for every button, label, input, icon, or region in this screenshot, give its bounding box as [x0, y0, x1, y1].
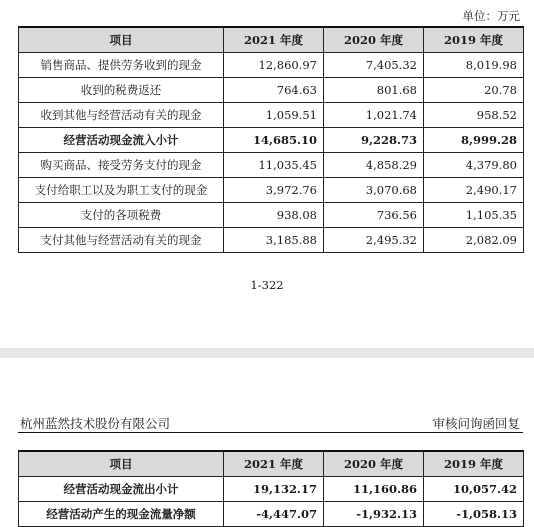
page-separator — [0, 348, 534, 358]
col-header-2020: 2020 年度 — [324, 451, 424, 477]
value-2019: 2,082.09 — [424, 228, 524, 253]
value-2021: -4,447.07 — [224, 502, 324, 527]
table-row — [19, 477, 524, 502]
table-header-row — [19, 27, 524, 53]
row-label: 支付的各项税费 — [19, 203, 224, 228]
unit-label: 单位：万元 — [462, 9, 520, 23]
cash-outflow-summary-table — [18, 450, 524, 527]
value-2020: 4,858.29 — [324, 153, 424, 178]
document-type: 审核问询函回复 — [432, 416, 520, 431]
value-2021: 12,860.97 — [224, 53, 324, 78]
value-2021: 14,685.10 — [224, 128, 324, 153]
value-2019: 958.52 — [424, 103, 524, 128]
value-2020: 801.68 — [324, 78, 424, 103]
value-2020: 9,228.73 — [324, 128, 424, 153]
row-label: 购买商品、接受劳务支付的现金 — [19, 153, 224, 178]
page-number: 1-322 — [250, 278, 284, 292]
value-2019: -1,058.13 — [424, 502, 524, 527]
value-2020: 2,495.32 — [324, 228, 424, 253]
table-header-row — [19, 451, 524, 477]
table-row — [19, 228, 524, 253]
table-row — [19, 53, 524, 78]
value-2021: 3,972.76 — [224, 178, 324, 203]
table-row — [19, 78, 524, 103]
row-label: 收到其他与经营活动有关的现金 — [19, 103, 224, 128]
table-row — [19, 178, 524, 203]
header-rule — [18, 432, 523, 433]
value-2021: 938.08 — [224, 203, 324, 228]
value-2019: 4,379.80 — [424, 153, 524, 178]
row-label: 收到的税费返还 — [19, 78, 224, 103]
value-2019: 10,057.42 — [424, 477, 524, 502]
value-2021: 1,059.51 — [224, 103, 324, 128]
value-2019: 20.78 — [424, 78, 524, 103]
col-header-2020: 2020 年度 — [324, 27, 424, 53]
table-body — [19, 477, 524, 527]
value-2021: 764.63 — [224, 78, 324, 103]
value-2021: 19,132.17 — [224, 477, 324, 502]
row-label: 支付给职工以及为职工支付的现金 — [19, 178, 224, 203]
row-label: 经营活动现金流入小计 — [19, 128, 224, 153]
col-header-2021: 2021 年度 — [224, 27, 324, 53]
value-2021: 3,185.88 — [224, 228, 324, 253]
value-2019: 1,105.35 — [424, 203, 524, 228]
value-2020: 1,021.74 — [324, 103, 424, 128]
col-header-2021: 2021 年度 — [224, 451, 324, 477]
value-2020: 3,070.68 — [324, 178, 424, 203]
value-2020: 11,160.86 — [324, 477, 424, 502]
value-2019: 8,019.98 — [424, 53, 524, 78]
value-2019: 2,490.17 — [424, 178, 524, 203]
value-2021: 11,035.45 — [224, 153, 324, 178]
table-row — [19, 203, 524, 228]
value-2020: 7,405.32 — [324, 53, 424, 78]
cash-inflow-table — [18, 26, 524, 253]
row-label: 经营活动现金流出小计 — [19, 477, 224, 502]
table-body — [19, 53, 524, 253]
col-header-item: 项目 — [19, 27, 224, 53]
row-label: 经营活动产生的现金流量净额 — [19, 502, 224, 527]
document-page-2 — [0, 358, 534, 523]
value-2019: 8,999.28 — [424, 128, 524, 153]
company-name: 杭州蓝然技术股份有限公司 — [20, 416, 171, 431]
table-row — [19, 128, 524, 153]
col-header-2019: 2019 年度 — [424, 27, 524, 53]
col-header-2019: 2019 年度 — [424, 451, 524, 477]
value-2020: -1,932.13 — [324, 502, 424, 527]
col-header-item: 项目 — [19, 451, 224, 477]
value-2020: 736.56 — [324, 203, 424, 228]
row-label: 销售商品、提供劳务收到的现金 — [19, 53, 224, 78]
row-label: 支付其他与经营活动有关的现金 — [19, 228, 224, 253]
table-row — [19, 153, 524, 178]
table-row — [19, 103, 524, 128]
